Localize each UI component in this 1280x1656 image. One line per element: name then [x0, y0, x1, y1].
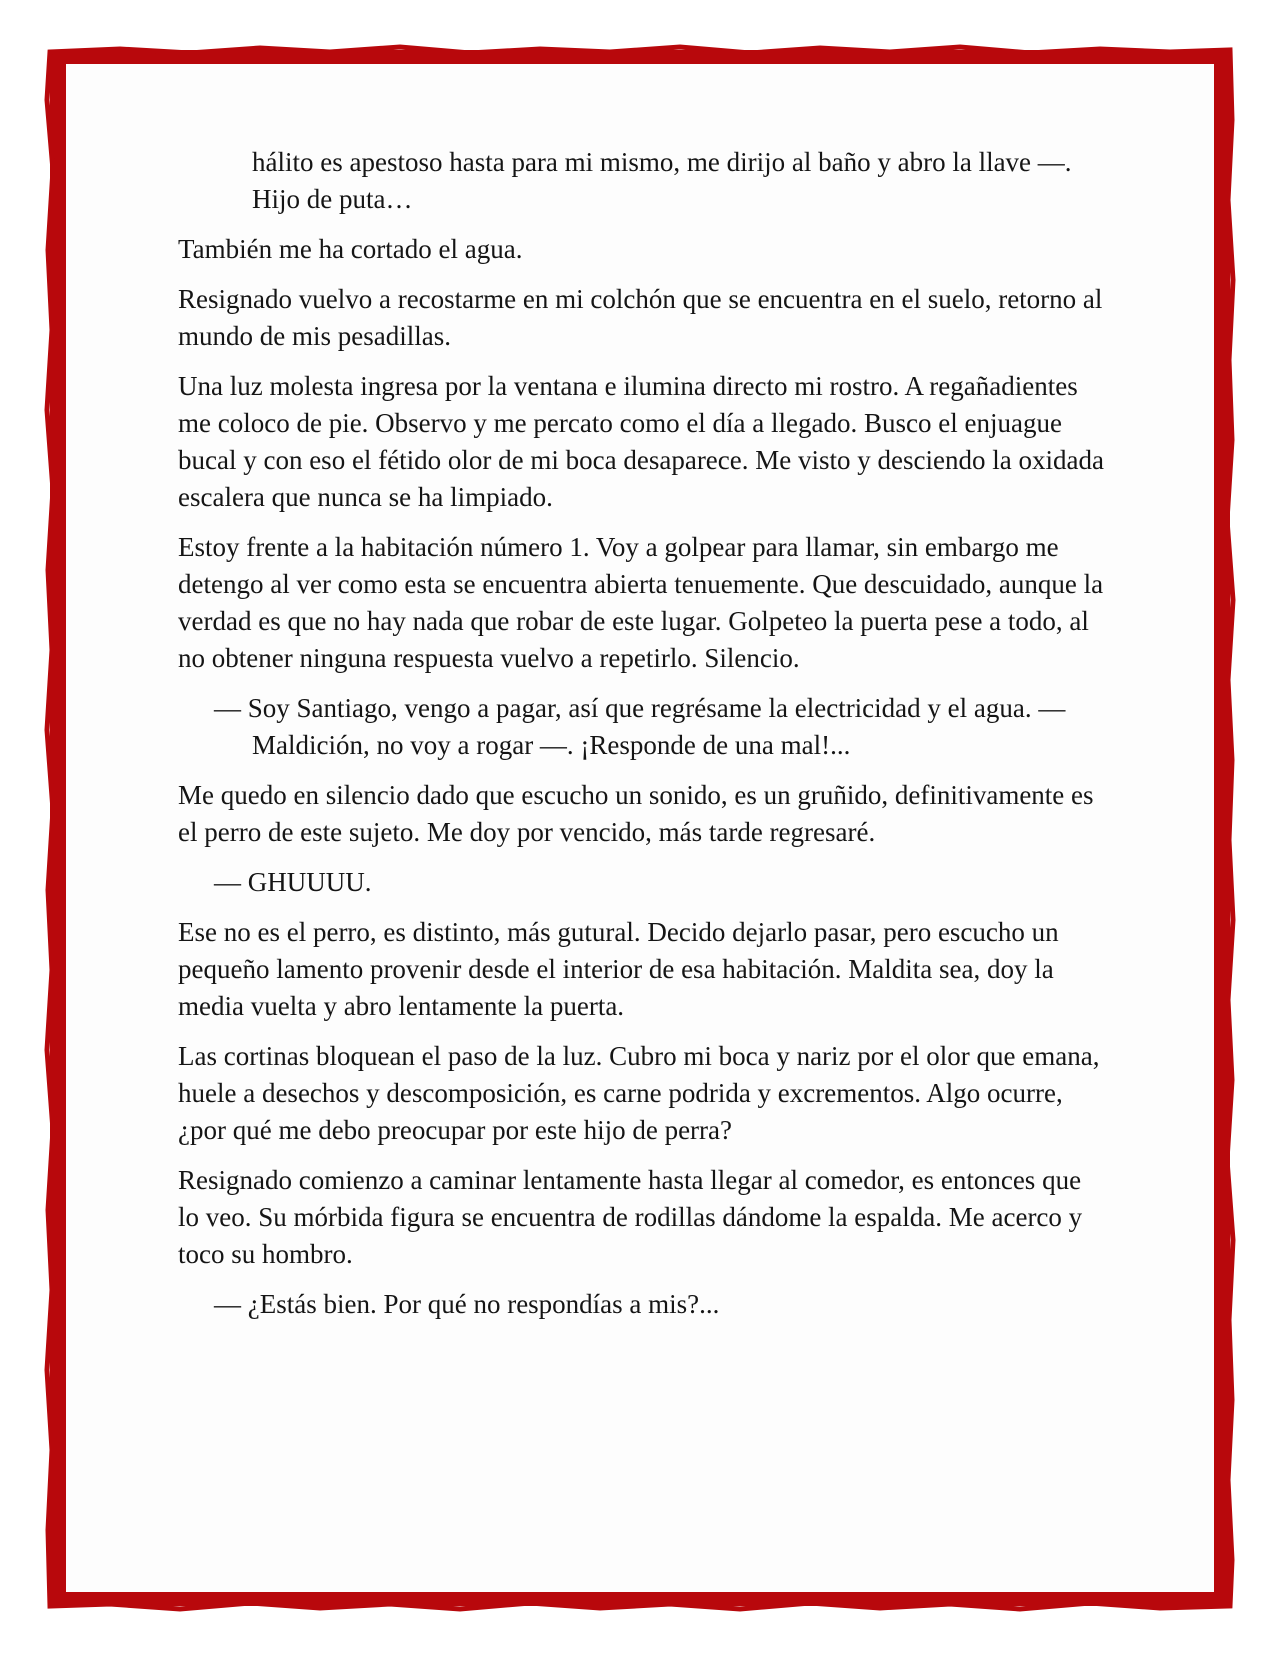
paragraph: Ese no es el perro, es distinto, más gutural. Decido dejarlo pasar, pero escucho un pequeño lamento provenir desde el interior de esa habitación. Maldita sea, doy la media vuelta y abro lentamente la puerta. — [178, 917, 1059, 1021]
paragraph: Resignado comienzo a caminar lentamente hasta llegar al comedor, es entonces que lo veo. Su mórbida figura se encuentra de rodillas dándome la espalda. Me acerco y toco su hombro. — [178, 1165, 1083, 1269]
paragraph: Una luz molesta ingresa por la ventana e ilumina directo mi rostro. A regañadientes me coloco de pie. Observo y me percato como el día a llegado. Busco el enjuague bucal y con eso el fétido olor de mi boca desaparece. Me visto y desciendo la oxidada escalera que nunca se ha limpiado. — [178, 371, 1104, 512]
page-text — [178, 144, 1108, 1336]
paragraph: Resignado vuelvo a recostarme en mi colchón que se encuentra en el suelo, retorno al mundo de mis pesadillas. — [178, 284, 1103, 351]
paragraph: También me ha cortado el agua. — [178, 234, 523, 264]
paragraph: hálito es apestoso hasta para mi mismo, me dirijo al baño y abro la llave —. Hijo de puta… — [252, 147, 1072, 214]
paragraph: Las cortinas bloquean el paso de la luz. Cubro mi boca y nariz por el olor que emana, huele a desechos y descomposición, es carne podrida y excrementos. Algo ocurre, ¿por qué me debo preocupar por este hijo de perra? — [178, 1041, 1100, 1145]
dialogue-line: — Soy Santiago, vengo a pagar, así que regrésame la electricidad y el agua. —Maldición, no voy a rogar —. ¡Responde de una mal!... — [214, 693, 1066, 760]
dialogue-line: — GHUUUU. — [214, 867, 372, 897]
paragraph: Me quedo en silencio dado que escucho un sonido, es un gruñido, definitivamente es el perro de este sujeto. Me doy por vencido, más tarde regresaré. — [178, 780, 1094, 847]
paragraph: Estoy frente a la habitación número 1. Voy a golpear para llamar, sin embargo me detengo al ver como esta se encuentra abierta tenuemente. Que descuidado, aunque la verdad es que no hay nada que robar de este lugar. Golpeteo la puerta pese a todo, al no obtener ninguna respuesta vuelvo a repetirlo. Silencio. — [178, 532, 1104, 673]
dialogue-line: — ¿Estás bien. Por qué no respondías a mis?... — [214, 1289, 720, 1319]
